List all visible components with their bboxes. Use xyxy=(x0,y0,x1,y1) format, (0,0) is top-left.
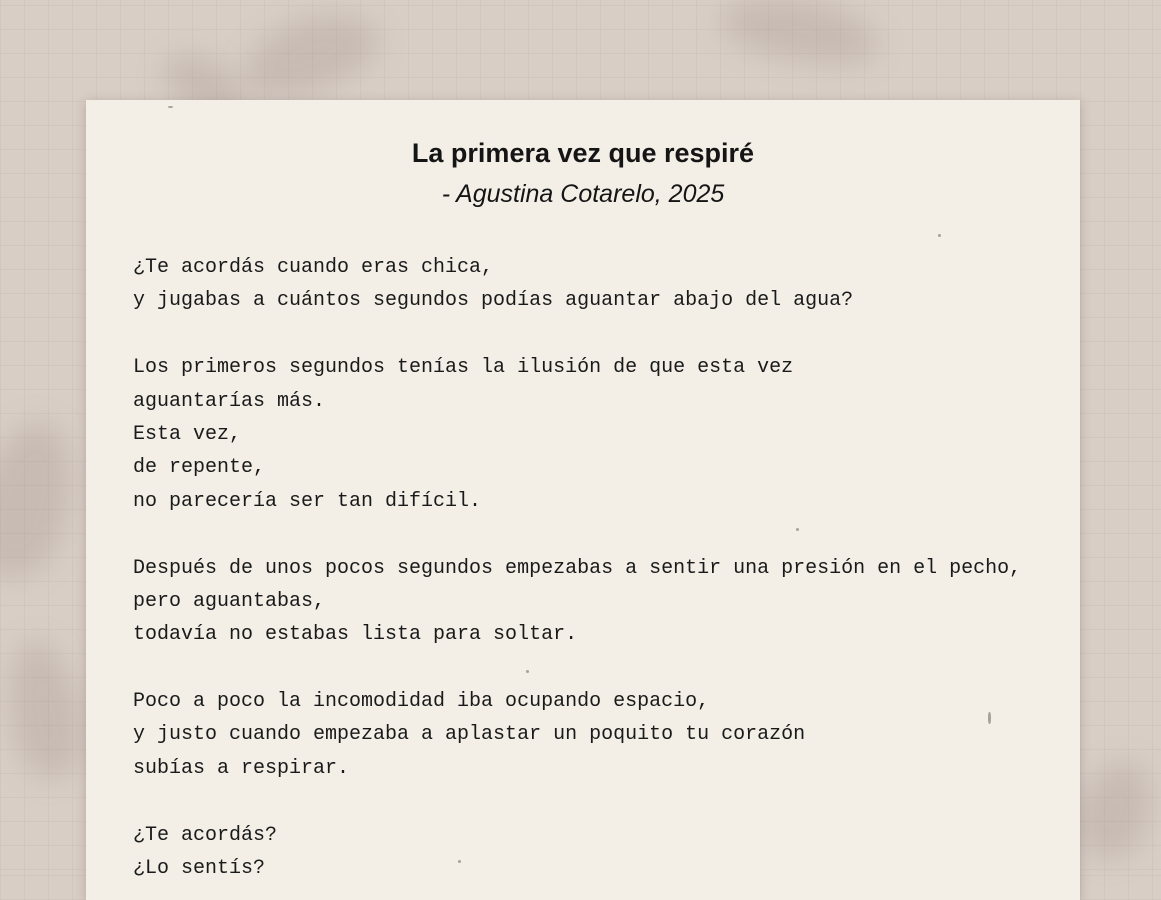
poem-line xyxy=(133,318,1063,351)
poem-line: pero aguantabas, xyxy=(133,589,326,613)
poem-line: y justo cuando empezaba a aplastar un poquito tu corazón xyxy=(133,723,806,747)
paper-sheet xyxy=(86,100,1080,900)
poem-body xyxy=(133,251,1063,885)
poem-line: no parecería ser tan difícil. xyxy=(133,489,482,513)
poem-line: aguantarías más. xyxy=(133,389,326,413)
leaf-shadow-1 xyxy=(232,0,387,112)
poem-line xyxy=(133,785,1063,818)
poem-line: ¿Lo sentís? xyxy=(133,857,266,881)
paper-speck xyxy=(168,106,173,108)
leaf-shadow-3 xyxy=(716,0,884,73)
poem-line: todavía no estabas lista para soltar. xyxy=(133,623,578,647)
poem-line: subías a respirar. xyxy=(133,756,350,780)
poem-line: y jugabas a cuántos segundos podías aguantar abajo del agua? xyxy=(133,289,854,313)
poem-line xyxy=(133,652,1063,685)
poem-title: La primera vez que respiré xyxy=(411,138,755,168)
poem-line: ¿Te acordás? xyxy=(133,823,278,847)
poem-line: Esta vez, xyxy=(133,422,242,446)
poem-author: - Agustina Cotarelo, 2025 xyxy=(441,180,725,208)
poem-line: Poco a poco la incomodidad iba ocupando espacio, xyxy=(133,690,710,714)
poem-line: de repente, xyxy=(133,456,266,480)
leaf-shadow-5 xyxy=(0,635,92,785)
poem-line: Los primeros segundos tenías la ilusión de que esta vez xyxy=(133,356,794,380)
leaf-shadow-4 xyxy=(0,411,89,589)
paper-speck xyxy=(938,234,941,237)
poem-line xyxy=(133,518,1063,551)
poem-line: Después de unos pocos segundos empezabas a sentir una presión en el pecho, xyxy=(133,556,1022,580)
poem-line: ¿Te acordás cuando eras chica, xyxy=(133,256,494,279)
